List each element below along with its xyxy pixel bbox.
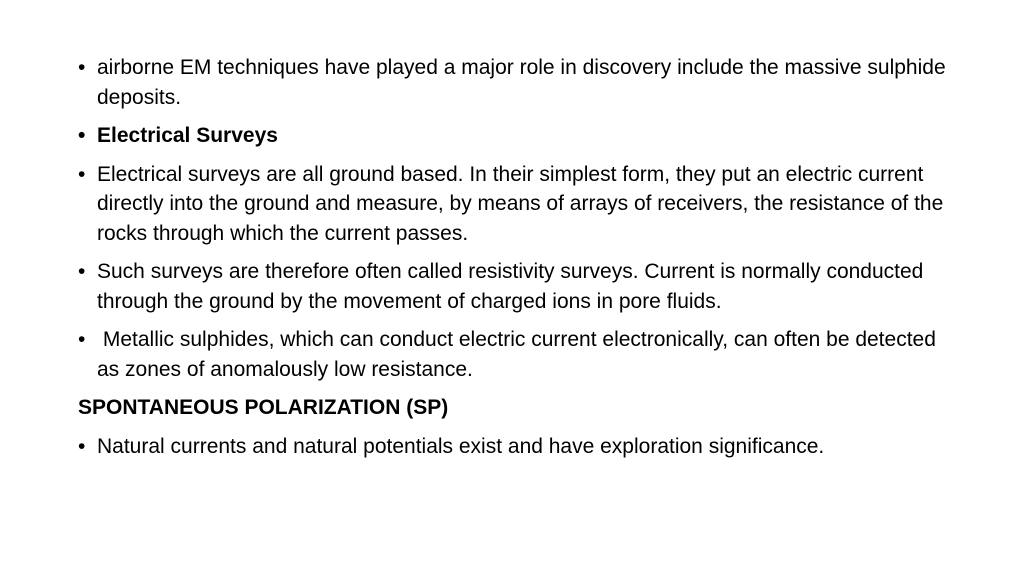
bullet-text: Electrical surveys are all ground based. In their simplest form, they put an electric current directly into the ground and measure, by means of arrays of receivers, the resistance of the rocks through which the current passes. bbox=[97, 162, 944, 245]
bullet-text: Metallic sulphides, which can conduct electric current electronically, can often be detected as zones of anomalously low resistance. bbox=[97, 328, 942, 381]
bullet-text: Natural currents and natural potentials exist and have exploration significance. bbox=[97, 434, 825, 458]
bullet-text: airborne EM techniques have played a major role in discovery include the massive sulphide deposits. bbox=[97, 56, 946, 109]
section-heading-text: SPONTANEOUS POLARIZATION (SP) bbox=[78, 396, 449, 419]
section-heading-sp bbox=[78, 393, 958, 423]
bullet-icon: • bbox=[78, 124, 86, 147]
bullet-item-natural-currents bbox=[78, 432, 958, 462]
bullet-icon: • bbox=[78, 434, 86, 458]
slide-body bbox=[78, 53, 958, 470]
bullet-text: Electrical Surveys bbox=[97, 124, 278, 147]
bullet-item-electrical-surveys-heading bbox=[78, 121, 958, 151]
bullet-item-airborne-em bbox=[78, 53, 958, 112]
bullet-item-metallic-sulphides bbox=[78, 325, 958, 384]
bullet-icon: • bbox=[78, 328, 86, 351]
bullet-item-resistivity-surveys bbox=[78, 257, 958, 316]
bullet-text: Such surveys are therefore often called resistivity surveys. Current is normally conducted through the ground by the movement of charged ions in pore fluids. bbox=[97, 260, 924, 313]
bullet-item-ground-based bbox=[78, 160, 958, 249]
bullet-icon: • bbox=[78, 260, 86, 283]
bullet-icon: • bbox=[78, 56, 86, 79]
bullet-icon: • bbox=[78, 162, 86, 186]
